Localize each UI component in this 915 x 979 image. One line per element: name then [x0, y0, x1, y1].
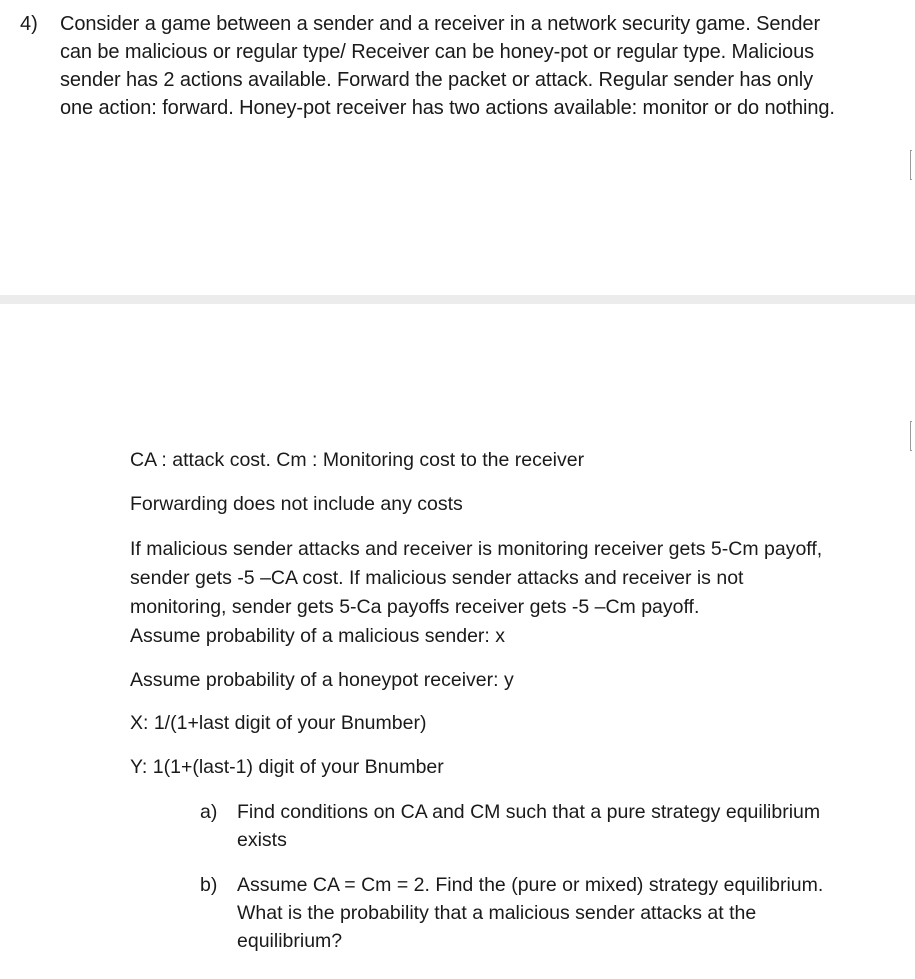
- honeypot-probability: Assume probability of a honeypot receiver: y: [130, 669, 514, 691]
- subquestion-label: b): [200, 874, 218, 896]
- x-definition: X: 1/(1+last digit of your Bnumber): [130, 712, 427, 734]
- payoff-line: If malicious sender attacks and receiver is monitoring receiver gets 5-Cm payoff,: [130, 538, 823, 560]
- forwarding-note: Forwarding does not include any costs: [130, 493, 463, 515]
- payoff-line: Assume probability of a malicious sender: x: [130, 625, 506, 647]
- subquestion-line: equilibrium?: [237, 930, 343, 952]
- subquestion-line: What is the probability that a malicious sender attacks at the: [237, 902, 757, 924]
- payoff-line: monitoring, sender gets 5-Ca payoffs receiver gets -5 –Cm payoff.: [130, 596, 700, 618]
- page-separator: [0, 295, 915, 304]
- costs-definition: CA : attack cost. Cm : Monitoring cost to the receiver: [130, 449, 585, 471]
- subquestion-line: exists: [237, 829, 287, 851]
- payoff-line: sender gets -5 –CA cost. If malicious sender attacks and receiver is not: [130, 567, 744, 589]
- subquestion-label: a): [200, 801, 218, 823]
- question-line: one action: forward. Honey-pot receiver has two actions available: monitor or do nothing.: [60, 97, 835, 119]
- payoff-description: [130, 535, 915, 651]
- question-line: can be malicious or regular type/ Receiver can be honey-pot or regular type. Malicious: [60, 41, 815, 63]
- y-definition: Y: 1(1+(last-1) digit of your Bnumber: [130, 756, 444, 778]
- question-line: Consider a game between a sender and a receiver in a network security game. Sender: [60, 13, 821, 35]
- subquestion-text: [237, 798, 915, 854]
- subquestion-line: Find conditions on CA and CM such that a pure strategy equilibrium: [237, 801, 821, 823]
- subquestion-line: Assume CA = Cm = 2. Find the (pure or mixed) strategy equilibrium.: [237, 874, 824, 896]
- question-line: sender has 2 actions available. Forward the packet or attack. Regular sender has only: [60, 69, 814, 91]
- text-cursor-bracket: [910, 150, 912, 180]
- subquestion-text: [237, 871, 915, 955]
- question-text: [60, 10, 915, 122]
- question-number: 4): [20, 13, 38, 35]
